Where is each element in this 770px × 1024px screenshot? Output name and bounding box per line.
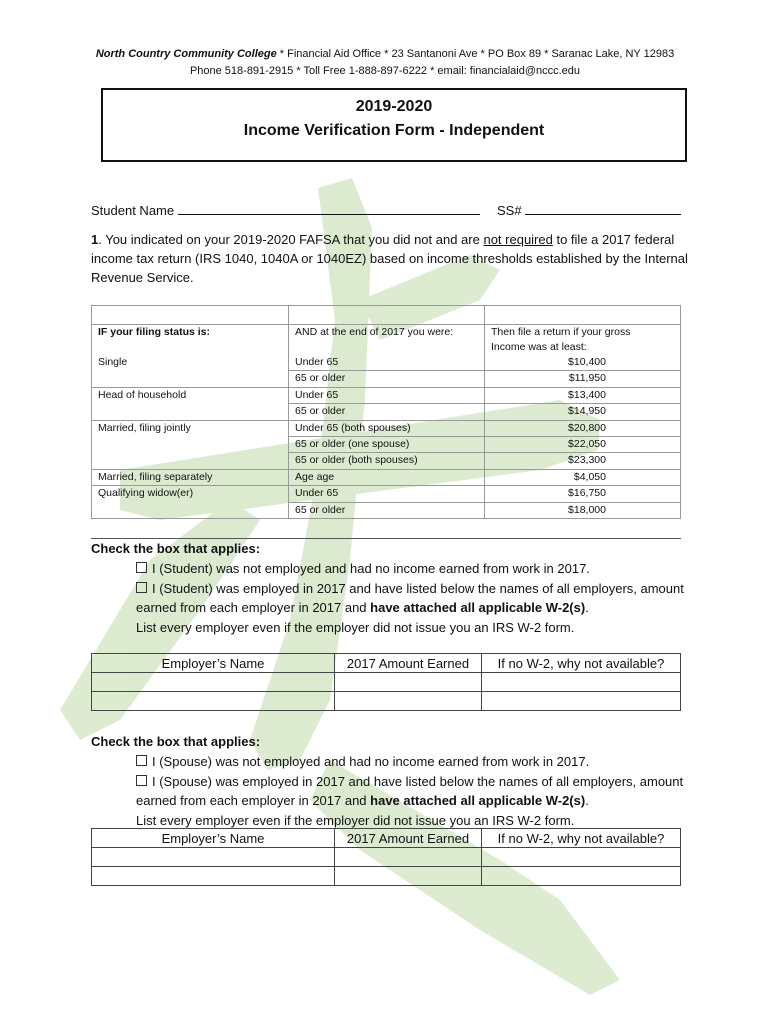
amount-cell: $18,000	[485, 502, 681, 518]
col-age: AND at the end of 2017 you were:	[289, 325, 485, 356]
table-row	[92, 404, 681, 420]
student-option-1-text: I (Student) was not employed and had no income earned from work in 2017.	[152, 561, 590, 576]
student-name-row	[91, 202, 681, 218]
spouse-option-2-bold: have attached all applicable W-2(s)	[370, 793, 586, 808]
col-threshold-line2: Income was at least:	[491, 341, 587, 353]
age-cell: Age age	[289, 469, 485, 485]
checkbox[interactable]	[136, 775, 147, 786]
amount-cell[interactable]	[335, 848, 482, 867]
amount-cell[interactable]	[335, 673, 482, 692]
col-no-w2-reason: If no W-2, why not available?	[482, 829, 681, 848]
reason-cell[interactable]	[482, 848, 681, 867]
ss-field[interactable]	[525, 202, 681, 215]
spouse-option-2-end: .	[585, 793, 589, 808]
table-row	[92, 306, 681, 325]
table-row	[92, 673, 681, 692]
title-box	[101, 88, 687, 162]
age-cell: Under 65	[289, 486, 485, 502]
table-header-row	[92, 829, 681, 848]
spouse-options	[136, 752, 696, 830]
table-row	[92, 371, 681, 387]
table-row	[92, 867, 681, 886]
student-option-1	[136, 559, 696, 579]
student-check-title: Check the box that applies:	[91, 541, 261, 556]
filing-table-body	[92, 355, 681, 518]
col-no-w2-reason: If no W-2, why not available?	[482, 654, 681, 673]
employer-name-cell[interactable]	[92, 673, 335, 692]
amount-cell: $20,800	[485, 420, 681, 436]
amount-cell: $13,400	[485, 387, 681, 403]
spouse-employer-table	[91, 828, 681, 886]
question-underlined: not required	[483, 232, 553, 247]
student-option-2-note: List every employer even if the employer did not issue you an IRS W-2 form.	[136, 619, 575, 635]
student-name-label: Student Name	[91, 203, 175, 218]
age-cell: 65 or older	[289, 502, 485, 518]
checkbox[interactable]	[136, 562, 147, 573]
age-cell: 65 or older (both spouses)	[289, 453, 485, 469]
employer-name-cell[interactable]	[92, 848, 335, 867]
student-employer-table	[91, 653, 681, 711]
age-cell: 65 or older	[289, 371, 485, 387]
col-employer-name: Employer’s Name	[92, 654, 335, 673]
age-cell: 65 or older	[289, 404, 485, 420]
table-row	[92, 486, 681, 502]
question-text-a: . You indicated on your 2019-2020 FAFSA that you did not and are	[98, 232, 484, 247]
filing-status-cell	[92, 502, 289, 518]
col-employer-name: Employer’s Name	[92, 829, 335, 848]
amount-cell: $22,050	[485, 436, 681, 452]
table-row	[92, 502, 681, 518]
employer-name-cell[interactable]	[92, 692, 335, 711]
filing-status-cell: Married, filing jointly	[92, 420, 289, 436]
reason-cell[interactable]	[482, 692, 681, 711]
form-year: 2019-2020	[355, 98, 433, 115]
student-option-2-text: I (Student) was employed in 2017 and have listed below the names of all employers, amount earned from each employer in 2017 and	[136, 580, 684, 615]
header-contact: Phone 518-891-2915 * Toll Free 1-888-897-6222 * email: financialaid@nccc.edu	[189, 65, 581, 77]
filing-status-cell	[92, 436, 289, 452]
table-row	[92, 848, 681, 867]
table-row	[92, 469, 681, 485]
student-option-2-bold: have attached all applicable W-2(s)	[370, 600, 586, 615]
filing-status-cell: Single	[92, 355, 289, 371]
table-row	[92, 692, 681, 711]
amount-cell: $23,300	[485, 453, 681, 469]
table-row	[92, 436, 681, 452]
question-text-b: to file a 2017 federal income tax return (IRS 1040, 1040A or 1040EZ) based on income thresholds established by the Internal Revenue Service.	[91, 232, 688, 285]
col-amount-earned: 2017 Amount Earned	[335, 654, 482, 673]
spouse-option-2-note: List every employer even if the employer did not issue you an IRS W-2 form.	[136, 812, 575, 828]
amount-cell: $4,050	[485, 469, 681, 485]
age-cell: 65 or older (one spouse)	[289, 436, 485, 452]
amount-cell[interactable]	[335, 867, 482, 886]
ss-label: SS#	[496, 203, 522, 218]
filing-status-cell: Head of household	[92, 387, 289, 403]
spouse-option-2-text: I (Spouse) was employed in 2017 and have listed below the names of all employers, amount earned from each employer in 2017 and	[136, 773, 684, 808]
col-filing-status: IF your filing status is:	[92, 325, 289, 356]
age-cell: Under 65	[289, 355, 485, 371]
col-threshold	[485, 325, 681, 356]
col-amount-earned: 2017 Amount Earned	[335, 829, 482, 848]
table-row	[92, 355, 681, 371]
amount-cell: $10,400	[485, 355, 681, 371]
table-row	[92, 387, 681, 403]
college-name: North Country Community College	[95, 48, 277, 60]
filing-status-cell: Qualifying widow(er)	[92, 486, 289, 502]
filing-status-cell	[92, 404, 289, 420]
table-row	[92, 420, 681, 436]
employer-name-cell[interactable]	[92, 867, 335, 886]
age-cell: Under 65	[289, 387, 485, 403]
student-name-field[interactable]	[178, 202, 480, 215]
table-header-row	[92, 325, 681, 356]
spouse-check-title: Check the box that applies:	[91, 734, 261, 749]
student-options	[136, 559, 696, 637]
age-cell: Under 65 (both spouses)	[289, 420, 485, 436]
reason-cell[interactable]	[482, 673, 681, 692]
table-header-row	[92, 654, 681, 673]
col-threshold-line1: Then file a return if your gross	[491, 326, 631, 338]
spouse-option-1-text: I (Spouse) was not employed and had no income earned from work in 2017.	[152, 754, 590, 769]
filing-status-cell	[92, 371, 289, 387]
question-number: 1	[91, 232, 99, 247]
reason-cell[interactable]	[482, 867, 681, 886]
header-address	[0, 48, 770, 60]
student-option-2-end: .	[585, 600, 589, 615]
student-option-2	[136, 579, 696, 618]
filing-threshold-table	[91, 305, 681, 519]
amount-cell[interactable]	[335, 692, 482, 711]
amount-cell: $14,950	[485, 404, 681, 420]
form-title: Income Verification Form - Independent	[243, 122, 545, 139]
spouse-option-1	[136, 752, 696, 772]
spouse-option-2	[136, 772, 696, 811]
question-1	[91, 230, 691, 287]
filing-status-cell: Married, filing separately	[92, 469, 289, 485]
filing-status-cell	[92, 453, 289, 469]
table-row	[92, 453, 681, 469]
divider	[91, 538, 681, 539]
checkbox[interactable]	[136, 582, 147, 593]
office-address: * Financial Aid Office * 23 Santanoni Ave * PO Box 89 * Saranac Lake, NY 12983	[276, 48, 675, 60]
checkbox[interactable]	[136, 755, 147, 766]
amount-cell: $11,950	[485, 371, 681, 387]
amount-cell: $16,750	[485, 486, 681, 502]
